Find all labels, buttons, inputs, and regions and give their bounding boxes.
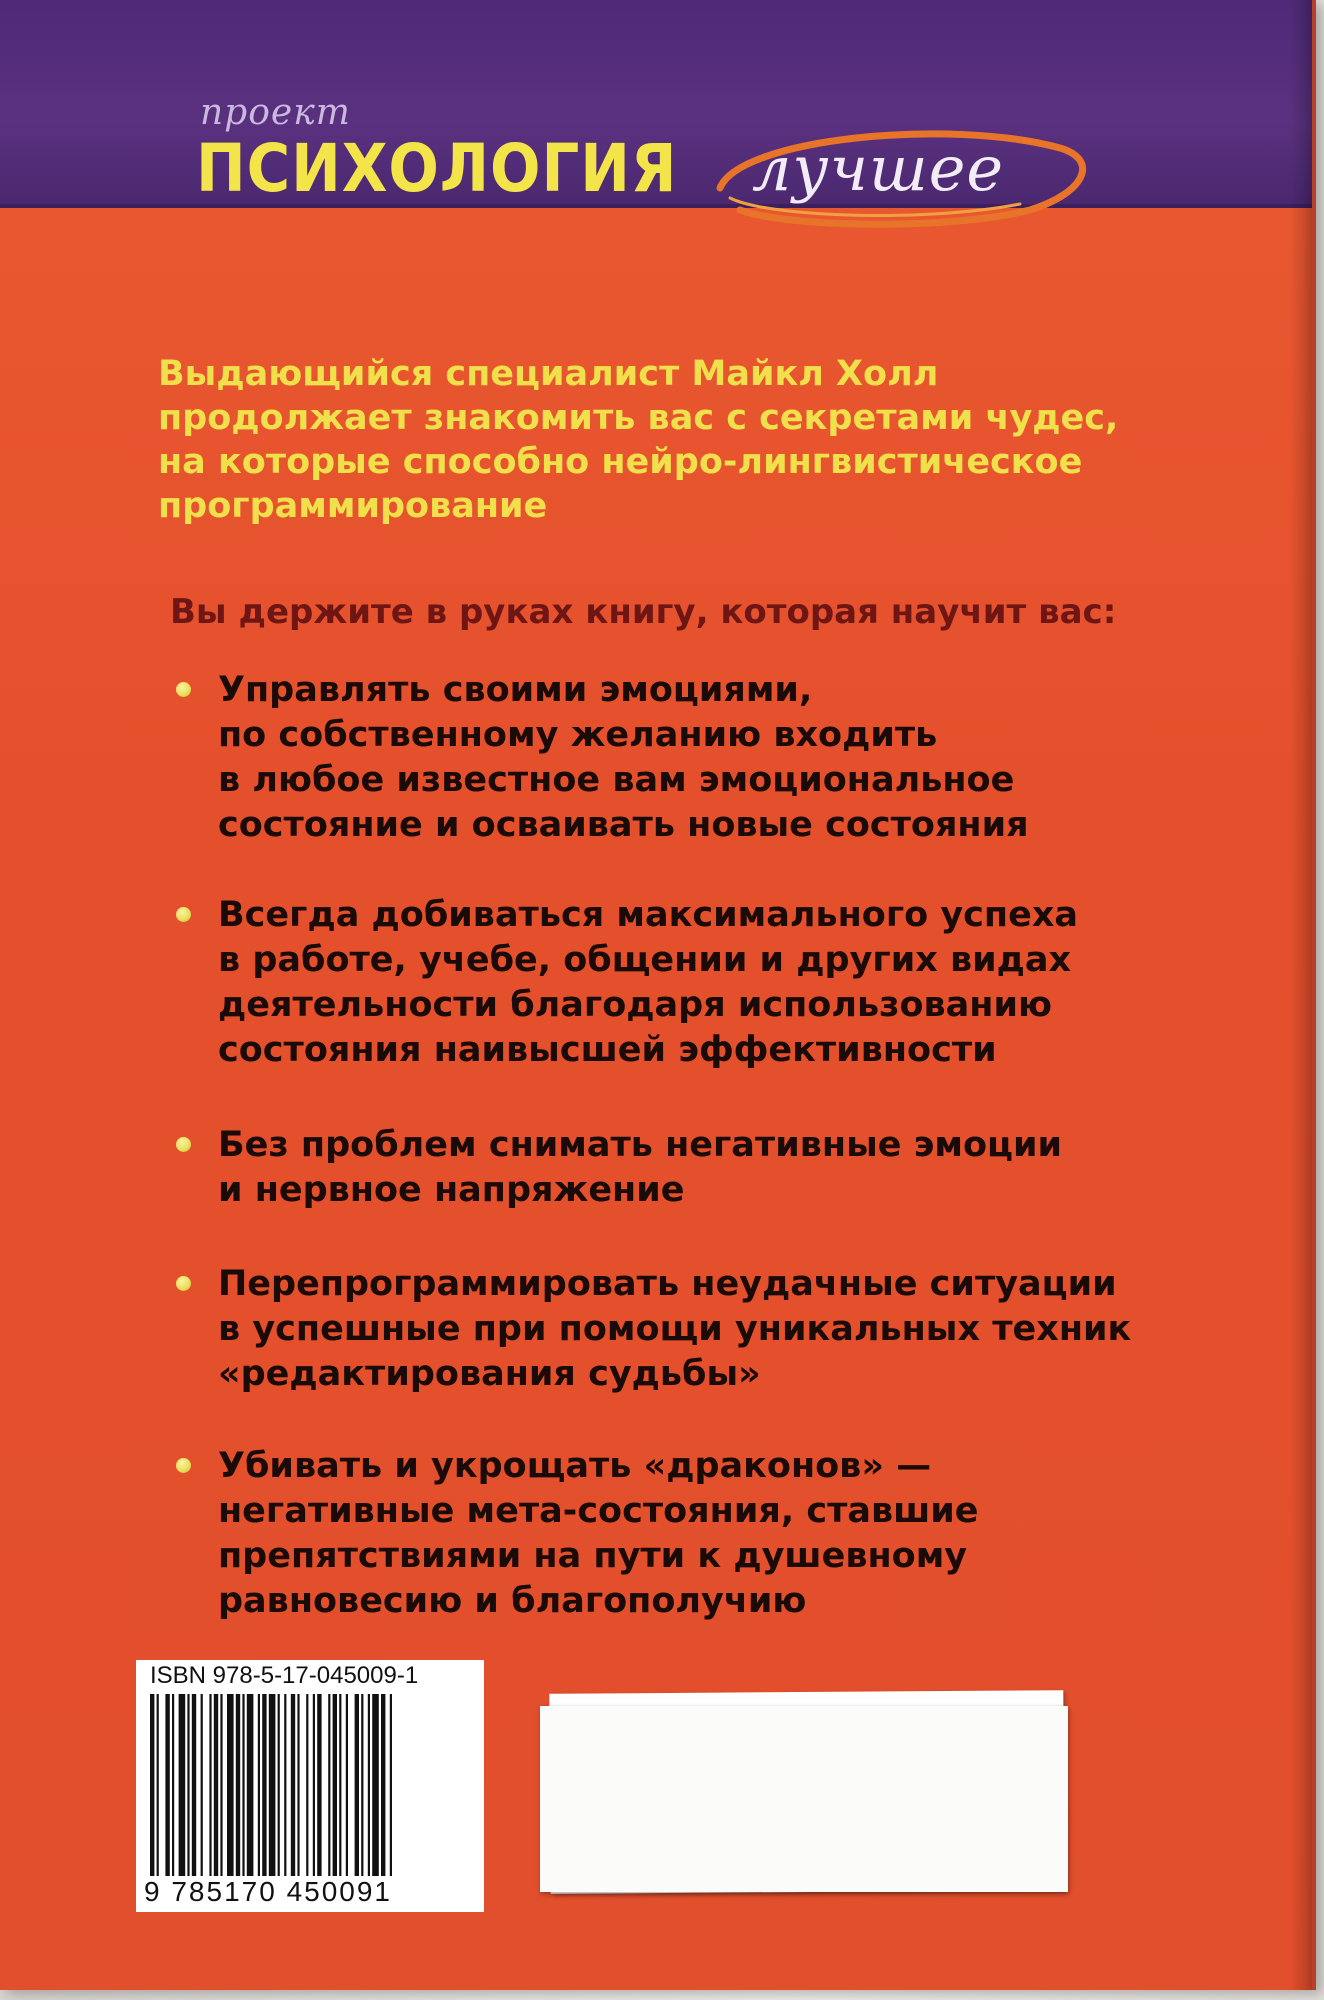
barcode-bar [209,1694,211,1876]
barcode-bar [361,1694,363,1876]
series-prefix: проект [200,92,351,133]
bullet-dot-icon [176,682,191,697]
barcode-bar [179,1694,186,1876]
isbn-barcode [136,1660,484,1912]
list-item-text [218,1123,1198,1213]
list-item-line: состояния наивысшей эффективности [218,1030,997,1070]
barcode-bar [227,1694,234,1876]
bullet-dot-icon [176,1276,191,1291]
barcode-bars [148,1694,472,1876]
barcode-bar [172,1694,174,1876]
list-item-text [218,893,1198,1073]
isbn-label: ISBN 978-5-17-045009-1 [150,1662,419,1689]
bullet-dot-icon [176,1458,191,1473]
barcode-bar [317,1694,321,1876]
list-item-line: деятельности благодаря использованию [218,985,1053,1025]
list-item-line: Убивать и укрощать «драконов» — [218,1446,932,1486]
barcode-bar [258,1694,260,1876]
list-item-line: в работе, учебе, общении и других видах [218,940,1072,980]
list-item-line: негативные мета-состояния, ставшие [218,1491,979,1531]
barcode-bar [165,1694,169,1876]
list-item-line: Без проблем снимать негативные эмоции [218,1125,1063,1165]
list-item-line: препятствиями на пути к душевному [218,1536,968,1576]
list-item-line: Всегда добиваться максимального успеха [218,895,1079,935]
barcode-bar [278,1694,280,1876]
list-item-line: по собственному желанию входить [218,715,938,755]
list-item-text [218,1262,1198,1397]
list-item-text [218,1444,1198,1624]
barcode-bar [313,1694,315,1876]
barcode-bar [372,1694,379,1876]
list-item-line: и нервное напряжение [218,1170,685,1210]
barcode-bar [187,1694,189,1876]
bullet-dot-icon [176,907,191,922]
barcode-digits: 9 785170 450091 [144,1876,392,1907]
intro-line: Выдающийся специалист Майкл Холл [158,354,939,394]
intro-line: программирование [158,486,548,526]
intro-line: продолжает знакомить вас с секретами чудес, [158,398,1119,438]
barcode-bar [381,1694,385,1876]
barcode-bar [306,1694,308,1876]
price-sticker [540,1706,1068,1892]
list-item-line: Управлять своими эмоциями, [218,670,813,710]
barcode-bar [201,1694,203,1876]
intro-line: на которые способно нейро-лингвистическое [158,442,1083,482]
barcode-bar [346,1694,348,1876]
barcode-bar [390,1694,392,1876]
list-item-line: в любое известное вам эмоциональное [218,760,1015,800]
barcode-bar [291,1694,295,1876]
barcode-bar [150,1694,154,1876]
lead-heading: Вы держите в руках книгу, которая научит вас: [170,592,1117,632]
series-subtitle: лучшее [752,132,1005,205]
barcode-bar [339,1694,341,1876]
barcode-bar [333,1694,337,1876]
list-item-line: состояние и осваивать новые состояния [218,805,1029,845]
barcode-bar [355,1694,359,1876]
list-item-line: в успешные при помощи уникальных техник [218,1309,1132,1349]
list-item-text [218,668,1198,848]
barcode-bar [242,1694,244,1876]
barcode-bar [236,1694,240,1876]
barcode-bar [247,1694,254,1876]
series-brand-title: ПСИХОЛОГИЯ [196,130,678,207]
barcode-bar [157,1694,159,1876]
list-item-line: «редактирования судьбы» [218,1354,761,1394]
book-edge-shadow [1290,0,1312,1990]
list-item-line: Перепрограммировать неудачные ситуации [218,1264,1117,1304]
barcode-bar [192,1694,196,1876]
barcode-bar [262,1694,266,1876]
barcode-bar [269,1694,276,1876]
barcode-bar [297,1694,299,1876]
barcode-bar [284,1694,286,1876]
list-item-line: равновесию и благополучию [218,1581,807,1621]
bullet-dot-icon [176,1137,191,1152]
barcode-bar [368,1694,370,1876]
barcode-bar [214,1694,218,1876]
barcode-bar [220,1694,222,1876]
barcode-bar [328,1694,330,1876]
